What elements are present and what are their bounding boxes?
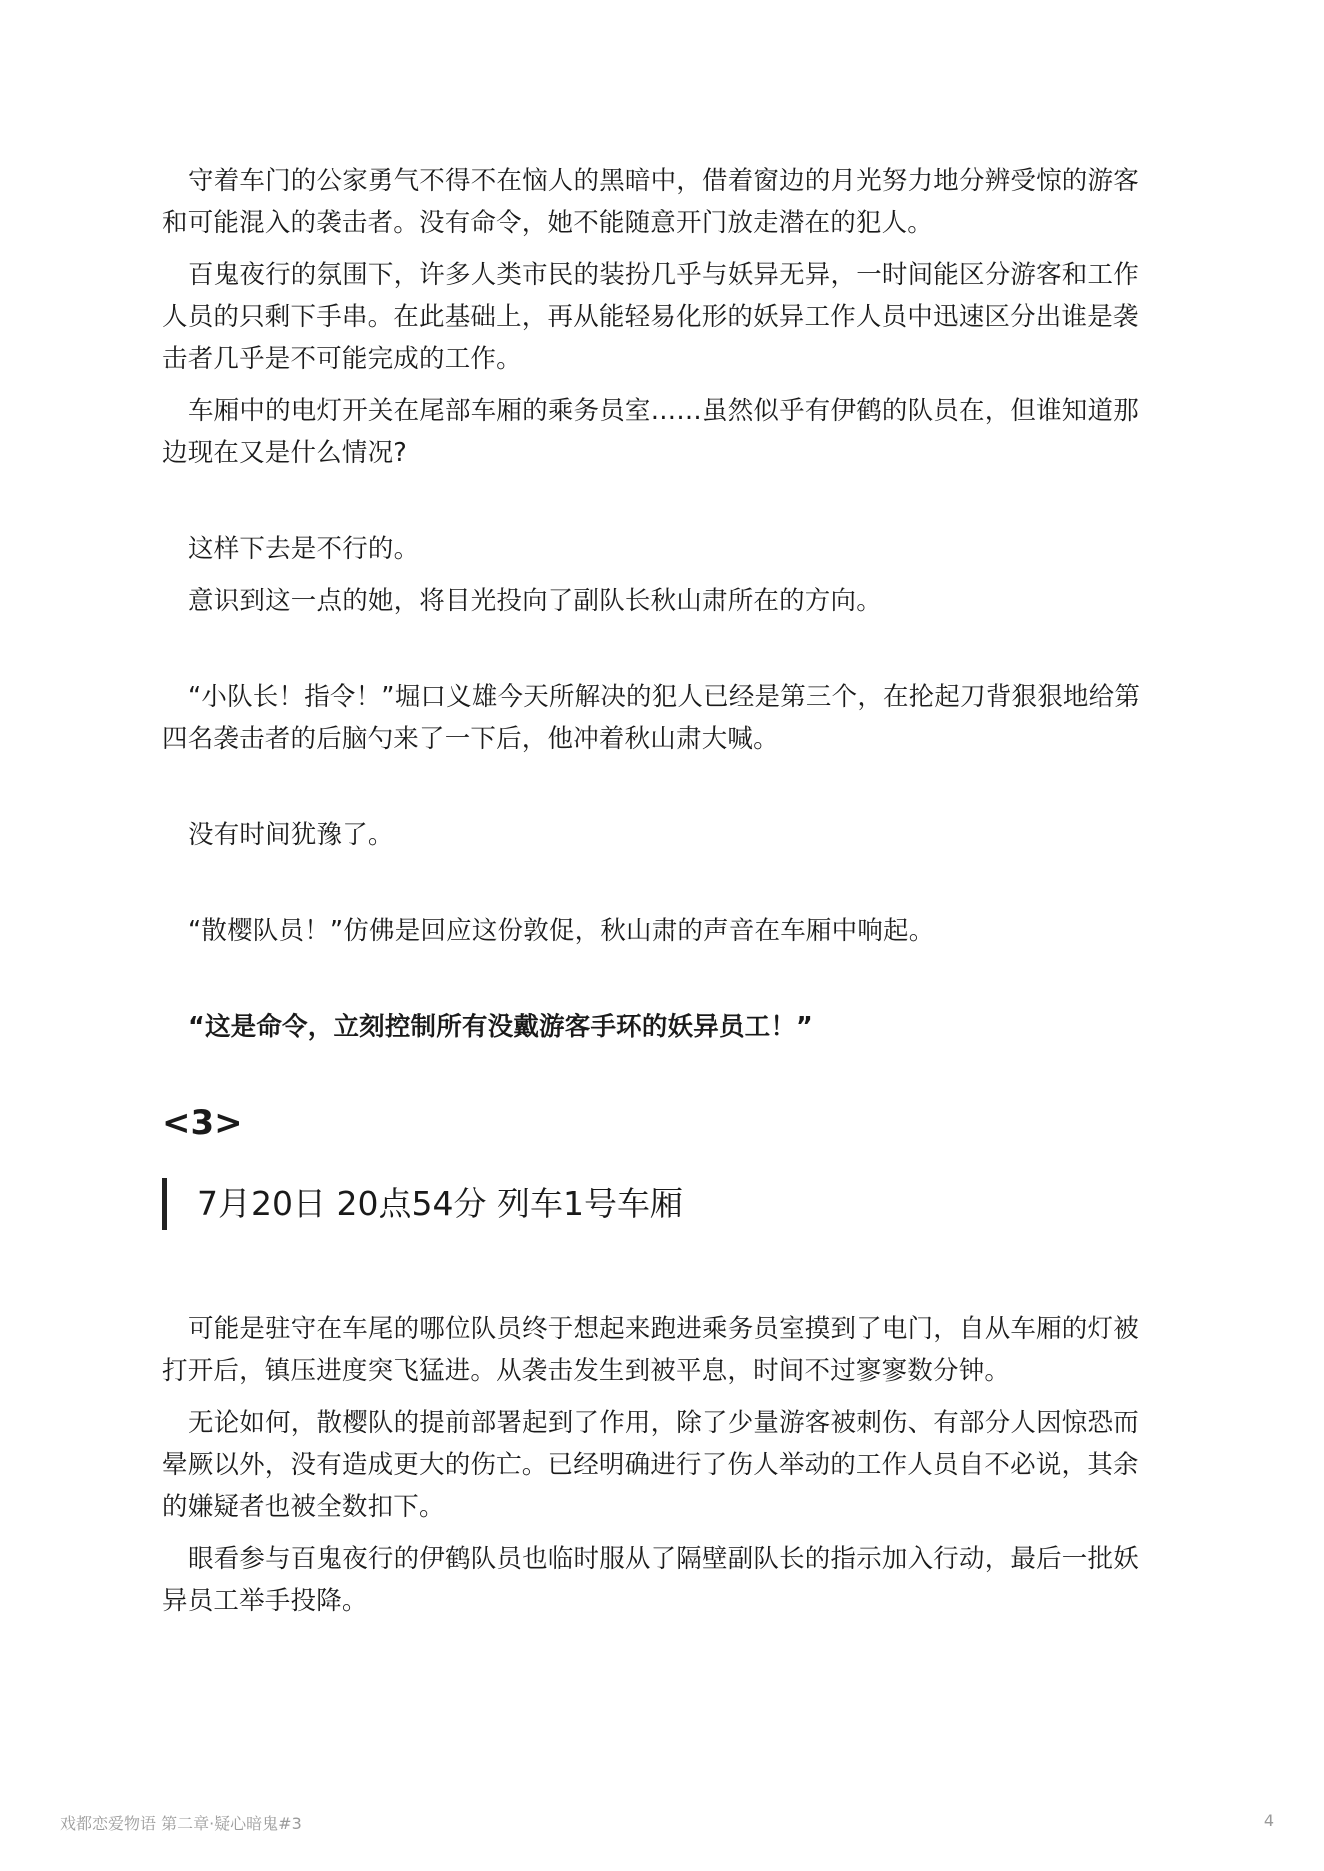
paragraph: 守着车门的公家勇气不得不在恼人的黑暗中，借着窗边的月光努力地分辨受惊的游客和可能混入的袭击者。没有命令，她不能随意开门放走潜在的犯人。 bbox=[162, 166, 1139, 238]
paragraph: 这样下去是不行的。 bbox=[188, 534, 420, 564]
paragraph: 无论如何，散樱队的提前部署起到了作用，除了少量游客被刺伤、有部分人因惊恐而晕厥以外，没有造成更大的伤亡。已经明确进行了伤人举动的工作人员自不必说，其余的嫌疑者也被全数扣下。 bbox=[162, 1408, 1139, 1522]
footer-title: 戏都恋爱物语 第二章·疑心暗鬼#3 bbox=[60, 1814, 302, 1833]
paragraph: 可能是驻守在车尾的哪位队员终于想起来跑进乘务员室摸到了电门，自从车厢的灯被打开后，镇压进度突飞猛进。从袭击发生到被平息，时间不过寥寥数分钟。 bbox=[162, 1314, 1139, 1386]
section-number: <3> bbox=[162, 1103, 243, 1143]
paragraph: 没有时间犹豫了。 bbox=[188, 820, 394, 850]
paragraph: “小队长！指令！”堀口义雄今天所解决的犯人已经是第三个，在抡起刀背狠狠地给第四名袭击者的后脑勺来了一下后，他冲着秋山肃大喊。 bbox=[162, 682, 1141, 754]
paragraph: 眼看参与百鬼夜行的伊鹤队员也临时服从了隔壁副队长的指示加入行动，最后一批妖异员工举手投降。 bbox=[162, 1544, 1139, 1616]
paragraph: “散樱队员！”仿佛是回应这份敦促，秋山肃的声音在车厢中响起。 bbox=[188, 916, 935, 946]
emphasized-paragraph: “这是命令，立刻控制所有没戴游客手环的妖异员工！” bbox=[188, 1012, 814, 1042]
section-heading: 7月20日 20点54分 列车1号车厢 bbox=[162, 1178, 1162, 1230]
paragraph: 意识到这一点的她，将目光投向了副队长秋山肃所在的方向。 bbox=[188, 586, 882, 616]
paragraph: 车厢中的电灯开关在尾部车厢的乘务员室……虽然似乎有伊鹤的队员在，但谁知道那边现在又是什么情况? bbox=[162, 396, 1139, 468]
document-body bbox=[162, 160, 1162, 1632]
paragraph: 百鬼夜行的氛围下，许多人类市民的装扮几乎与妖异无异，一时间能区分游客和工作人员的只剩下手串。在此基础上，再从能轻易化形的妖异工作人员中迅速区分出谁是袭击者几乎是不可能完成的工作。 bbox=[162, 260, 1139, 374]
page-number: 4 bbox=[1263, 1811, 1274, 1830]
